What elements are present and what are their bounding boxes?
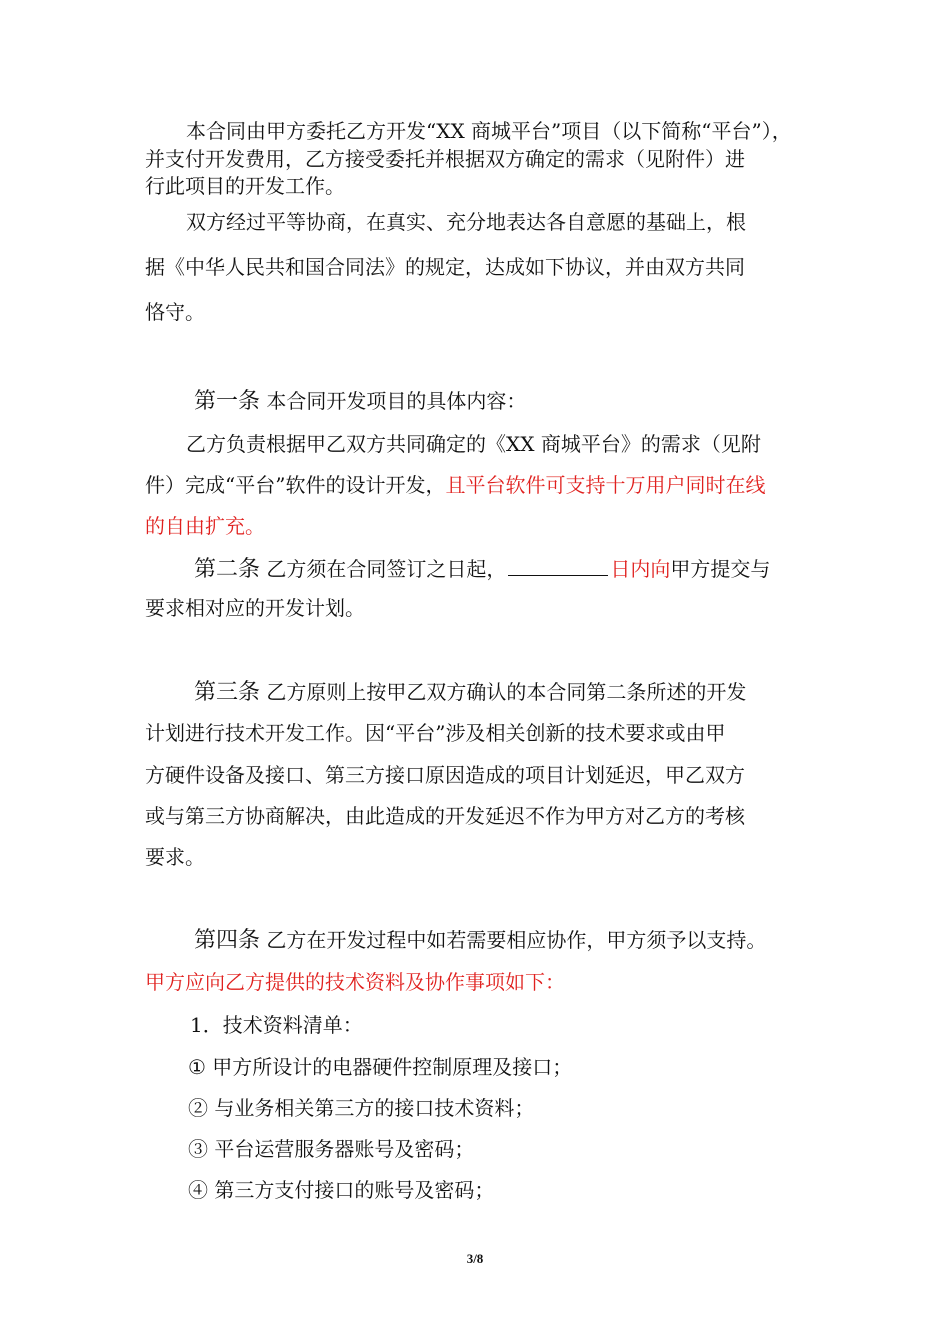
article-1-highlight: 且平台软件可支持十万用户同时在线: [445, 473, 766, 497]
article-3-line-1: [194, 678, 746, 707]
intro-line-5: 据《中华人民共和国合同法》的规定，达成如下协议，并由双方共同: [145, 255, 745, 279]
days-blank-field[interactable]: [508, 553, 608, 576]
intro-line-1: 本合同由甲方委托乙方开发“XX 商城平台”项目（以下简称“平台”），: [186, 119, 792, 143]
article-2-heading: 第二条: [194, 557, 261, 582]
article-4-line-2: 甲方应向乙方提供的技术资料及协作事项如下：: [145, 970, 565, 994]
article-4-line-1: [194, 926, 766, 955]
article-1-text: 件）完成“平台”软件的设计开发，: [145, 473, 446, 497]
article-4-text: 乙方在开发过程中如若需要相应协作，甲方须予以支持。: [266, 928, 767, 952]
article-3-line-2: 计划进行技术开发工作。因“平台”涉及相关创新的技术要求或由甲: [145, 721, 726, 745]
article-3-line-5: 要求。: [145, 845, 205, 869]
article-1-line-1: [194, 387, 526, 416]
article-4-heading: 第四条: [194, 928, 261, 953]
list-item: ③ 平台运营服务器账号及密码；: [188, 1137, 475, 1161]
intro-line-3: 行此项目的开发工作。: [145, 174, 345, 198]
page-number: 3/8: [466, 1251, 484, 1266]
list-title: 1．技术资料清单：: [190, 1013, 363, 1037]
article-3-line-4: 或与第三方协商解决，由此造成的开发延迟不作为甲方对乙方的考核: [145, 804, 745, 828]
article-2-highlight: 日内向: [610, 557, 671, 581]
article-2-line-1: [194, 553, 770, 584]
intro-line-2: 并支付开发费用，乙方接受委托并根据双方确定的需求（见附件）进: [145, 147, 745, 171]
article-3-heading: 第三条: [194, 680, 261, 705]
article-1-line-2: 乙方负责根据甲乙双方共同确定的《XX 商城平台》的需求（见附: [186, 432, 761, 456]
article-1-line-3: [145, 471, 765, 499]
article-2-text-post: 甲方提交与: [670, 557, 771, 581]
article-2-line-2: 要求相对应的开发计划。: [145, 596, 365, 620]
article-1-title: 本合同开发项目的具体内容：: [266, 389, 527, 413]
article-1-line-4: 的自由扩充。: [145, 514, 265, 538]
article-3-line-3: 方硬件设备及接口、第三方接口原因造成的项目计划延迟，甲乙双方: [145, 763, 745, 787]
list-item: ② 与业务相关第三方的接口技术资料；: [188, 1096, 535, 1120]
list-item: ④ 第三方支付接口的账号及密码；: [188, 1178, 495, 1202]
article-3-text: 乙方原则上按甲乙双方确认的本合同第二条所述的开发: [266, 680, 747, 704]
intro-line-4: 双方经过平等协商，在真实、充分地表达各自意愿的基础上，根: [186, 210, 746, 234]
intro-line-6: 恪守。: [145, 300, 205, 324]
article-1-heading: 第一条: [194, 389, 261, 414]
article-2-text-pre: 乙方须在合同签订之日起，: [266, 557, 507, 581]
list-item: ① 甲方所设计的电器硬件控制原理及接口；: [188, 1055, 573, 1079]
